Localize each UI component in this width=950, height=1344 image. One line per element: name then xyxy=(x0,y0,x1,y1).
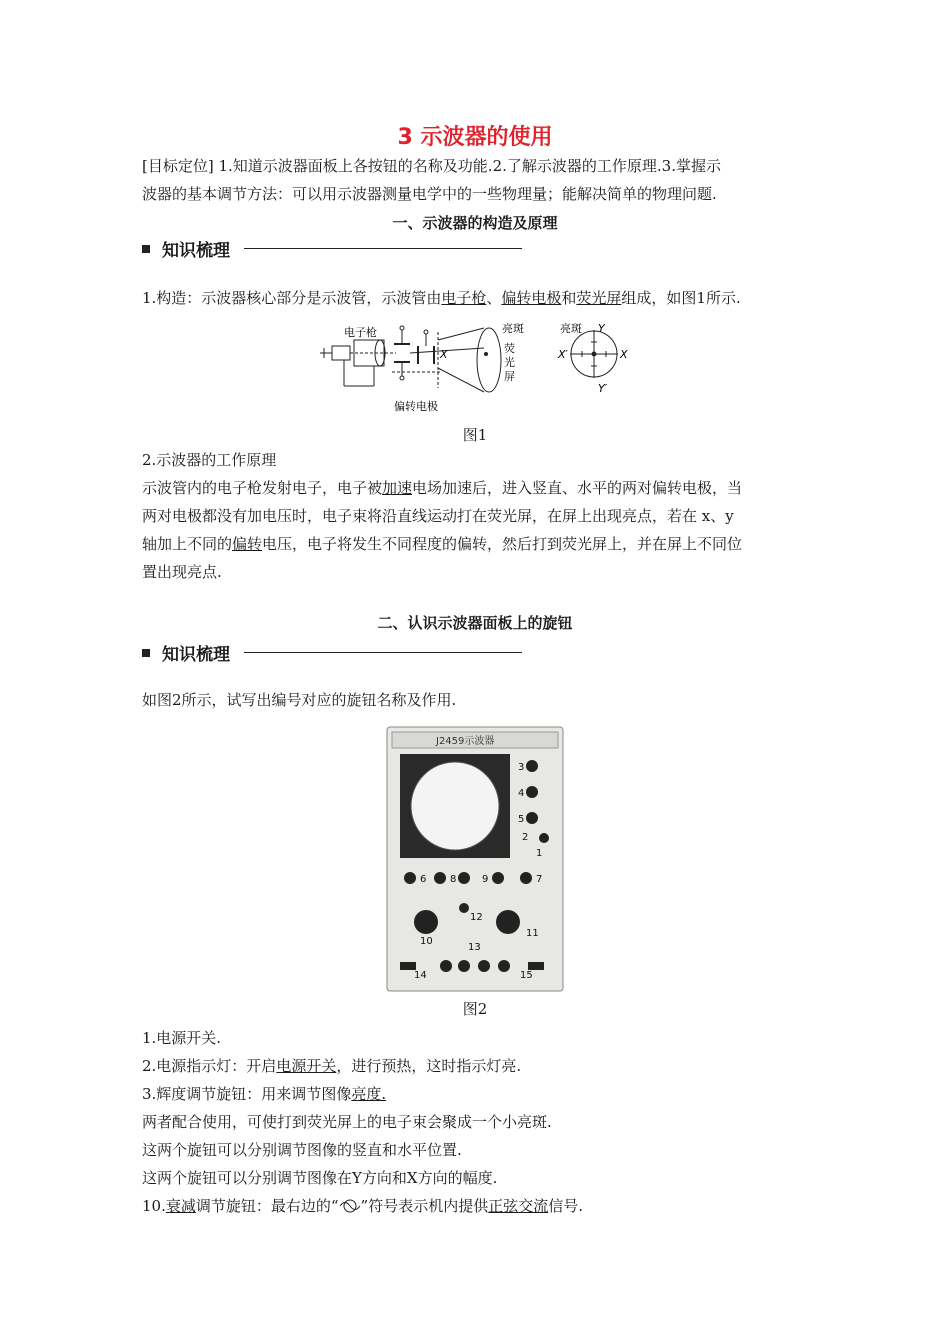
fig1-label-screen-3: 屏 xyxy=(504,370,515,383)
fig1-label-plates: 偏转电极 xyxy=(394,400,438,413)
fig1-label-spot: 亮斑 xyxy=(502,322,524,335)
structure-and: 和 xyxy=(561,289,577,307)
figure-2-caption: 图2 xyxy=(462,1000,488,1018)
principle-line2: 两对电极都没有加电压时，电子束将沿直线运动打在荧光屏，在屏上出现亮点，若在 x、y xyxy=(142,507,734,525)
figure-1-caption: 图1 xyxy=(462,426,488,444)
objective-label: [目标定位] xyxy=(142,157,214,175)
svg-text:15: 15 xyxy=(520,970,533,981)
fig1-label-y: Y xyxy=(598,322,605,335)
knob-item-10c: ”符号表示机内提供 xyxy=(360,1197,489,1215)
svg-text:5: 5 xyxy=(518,814,525,825)
knowledge-label-2: 知识梳理 xyxy=(162,645,230,665)
svg-text:8: 8 xyxy=(450,874,457,885)
square-bullet-icon xyxy=(142,245,150,253)
knob-list xyxy=(142,1024,814,1220)
answer-power-switch: 电源开关 xyxy=(276,1057,337,1075)
objective-line1: 1.知道示波器面板上各按钮的名称及功能.2.了解示波器的工作原理.3.掌握示 xyxy=(213,157,721,175)
principle-line3a: 轴加上不同的 xyxy=(142,535,233,553)
header-rule xyxy=(244,652,522,653)
principle-heading: 2.示波器的工作原理 xyxy=(142,451,277,469)
section2-heading: 二、认识示波器面板上的旋钮 xyxy=(377,614,573,632)
answer-accelerate: 加速 xyxy=(382,479,413,497)
knowledge-header-2 xyxy=(142,640,522,665)
principle-line1a: 示波管内的电子枪发射电子，电子被 xyxy=(142,479,383,497)
svg-text:7: 7 xyxy=(536,874,543,885)
square-bullet-icon xyxy=(142,649,150,657)
fig1-label-screen-2: 光 xyxy=(504,356,515,369)
fig1-label-screen-1: 荧 xyxy=(504,342,515,355)
svg-text:9: 9 xyxy=(482,874,489,885)
objective-paragraph xyxy=(142,152,814,208)
knob-item-10d: 信号. xyxy=(548,1197,584,1215)
section1-heading: 一、示波器的构造及原理 xyxy=(392,214,558,232)
knob-item-2a: 2.电源指示灯：开启 xyxy=(142,1057,277,1075)
knob-item-2b: ，进行预热，这时指示灯亮. xyxy=(336,1057,522,1075)
knob-item-6: 这两个旋钮可以分别调节图像在Y方向和X方向的幅度. xyxy=(142,1169,498,1187)
fig1-label-spot-2: 亮斑 xyxy=(560,322,582,335)
objective-line2: 波器的基本调节方法：可以用示波器测量电学中的一些物理量；能解决简单的物理问题. xyxy=(142,185,717,203)
knowledge-label-1: 知识梳理 xyxy=(162,241,230,261)
figure-1-oscilloscope-tube-diagram xyxy=(314,318,644,418)
svg-text:10: 10 xyxy=(420,936,433,947)
knob-item-10-num: 10. xyxy=(142,1197,166,1215)
answer-screen: 荧光屏 xyxy=(576,289,622,307)
header-rule xyxy=(244,248,522,249)
knob-item-4: 两者配合使用，可使打到荧光屏上的电子束会聚成一个小亮斑. xyxy=(142,1113,552,1131)
section2-intro: 如图2所示，试写出编号对应的旋钮名称及作用. xyxy=(142,691,457,709)
principle-paragraph xyxy=(142,446,814,586)
principle-line1b: 电场加速后，进入竖直、水平的两对偏转电极，当 xyxy=(412,479,743,497)
structure-suffix: 组成，如图1所示. xyxy=(621,289,741,307)
structure-text: 1.构造：示波器核心部分是示波管，示波管由 xyxy=(142,289,442,307)
svg-text:14: 14 xyxy=(414,970,427,981)
figure-2-oscilloscope-panel xyxy=(386,726,564,992)
svg-text:1: 1 xyxy=(536,848,543,859)
page-title: 3 示波器的使用 xyxy=(397,125,553,150)
principle-line4: 置出现亮点. xyxy=(142,563,222,581)
knob-item-1: 1.电源开关. xyxy=(142,1029,222,1047)
knowledge-header-1 xyxy=(142,236,522,261)
answer-electron-gun: 电子枪 xyxy=(441,289,487,307)
fig1-label-xp: X′ xyxy=(558,348,569,361)
structure-paragraph xyxy=(142,284,814,312)
principle-line3b: 电压，电子将发生不同程度的偏转，然后打到荧光屏上，并在屏上不同位 xyxy=(262,535,743,553)
knob-item-10b: 调节旋钮：最右边的“ xyxy=(195,1197,339,1215)
answer-deflect: 偏转 xyxy=(232,535,263,553)
sine-wave-icon xyxy=(339,1199,361,1213)
nameplate-text: J2459示波器 xyxy=(436,736,495,747)
knob-item-5: 这两个旋钮可以分别调节图像的竖直和水平位置. xyxy=(142,1141,462,1159)
svg-text:4: 4 xyxy=(518,788,525,799)
fig1-label-x-screen: X xyxy=(620,348,628,361)
svg-text:11: 11 xyxy=(526,928,539,939)
answer-sine-ac: 正弦交流 xyxy=(488,1197,549,1215)
fig1-label-x: X xyxy=(440,348,448,361)
fig1-label-yp: Y′ xyxy=(598,382,608,395)
answer-attenuation: 衰减 xyxy=(165,1197,196,1215)
svg-text:13: 13 xyxy=(468,942,481,953)
answer-deflection-plates: 偏转电极 xyxy=(501,289,562,307)
svg-text:2: 2 xyxy=(522,832,529,843)
svg-text:12: 12 xyxy=(470,912,483,923)
structure-sep: 、 xyxy=(486,289,502,307)
knob-item-3a: 3.辉度调节旋钮：用来调节图像 xyxy=(142,1085,352,1103)
fig1-label-gun: 电子枪 xyxy=(344,326,377,339)
answer-brightness: 亮度. xyxy=(351,1085,387,1103)
svg-text:6: 6 xyxy=(420,874,427,885)
svg-text:3: 3 xyxy=(518,762,525,773)
